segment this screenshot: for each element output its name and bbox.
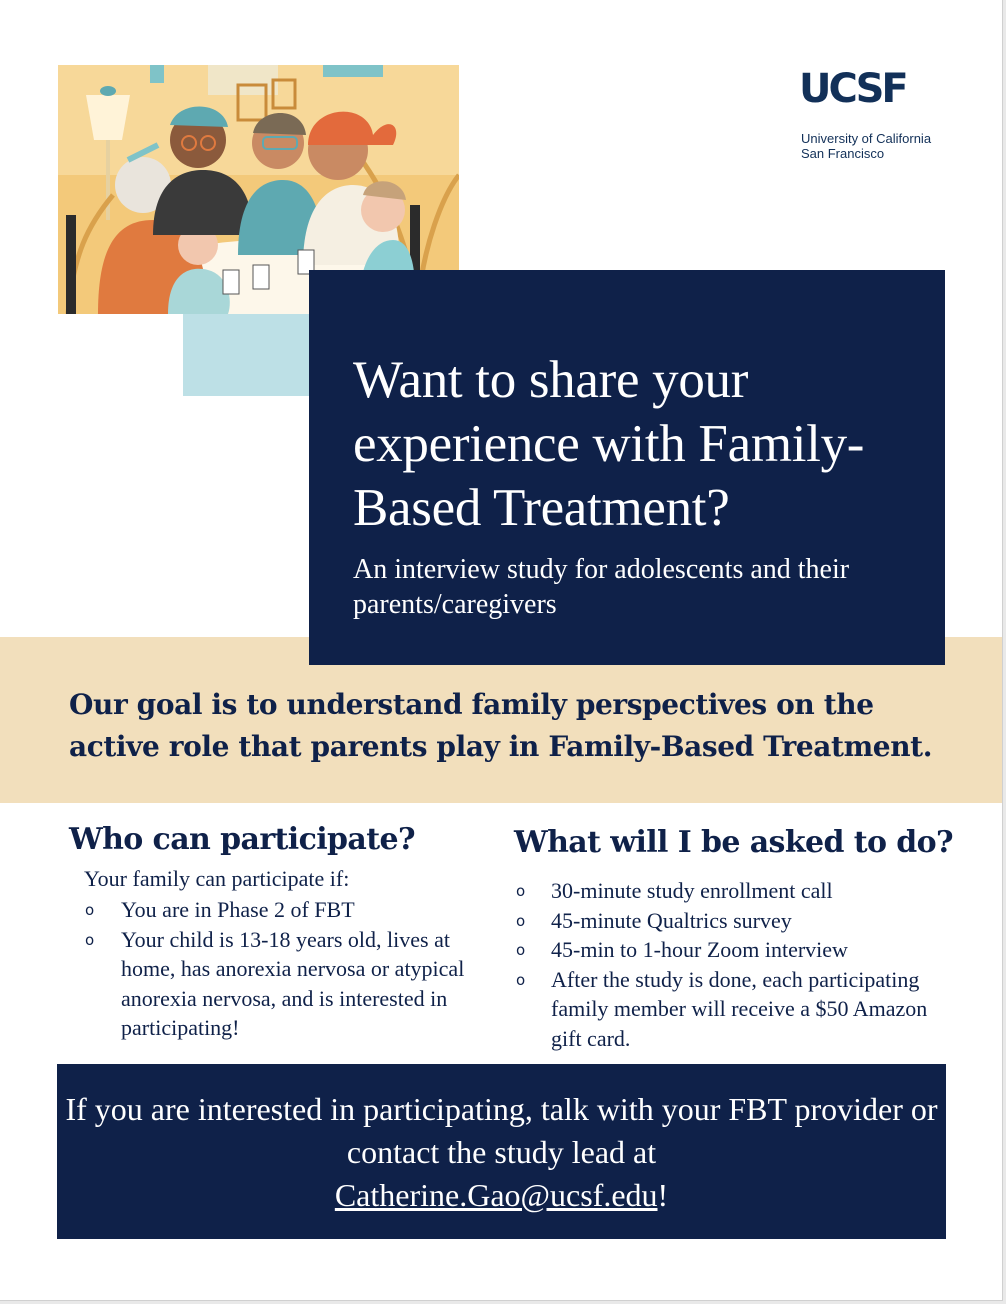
list-item-text: 45-minute Qualtrics survey	[551, 907, 792, 933]
contact-text: If you are interested in participating, talk with your FBT provider or contact the study lead at	[65, 1091, 938, 1170]
list-item-text: You are in Phase 2 of FBT	[121, 897, 355, 922]
list-item-text: 45-min to 1-hour Zoom interview	[551, 937, 848, 962]
list-item	[69, 895, 509, 925]
list-item	[69, 925, 509, 1043]
contact-suffix: !	[657, 1177, 669, 1213]
ucsf-wordmark	[799, 68, 919, 112]
who-intro: Your family can participate if:	[84, 866, 350, 891]
list-item-text: Your child is 13-18 years old, lives at home, has anorexia nervosa or atypical anorexia nervosa, and is interested in participating!	[121, 926, 465, 1040]
list-item	[514, 935, 944, 965]
ucsf-logo-text	[801, 131, 931, 161]
hero-title: Want to share your experience with Family-Based Treatment?	[353, 351, 865, 537]
ucsf-logo-line1: University of California	[801, 131, 932, 146]
who-can-participate-section	[69, 820, 509, 1043]
bullet-circle-icon: o	[516, 882, 526, 900]
decorative-teal-block	[183, 314, 310, 396]
bullet-circle-icon: o	[516, 941, 526, 959]
list-item-text: After the study is done, each participating family member will receive a $50 Amazon gift card.	[551, 966, 928, 1051]
list-item	[514, 965, 944, 1054]
ucsf-logo-line2: San Francisco	[801, 146, 885, 161]
bullet-circle-icon: o	[516, 911, 526, 930]
what-list	[514, 876, 944, 1053]
list-item	[514, 906, 944, 936]
contact-message	[57, 1064, 946, 1217]
bullet-circle-icon: o	[85, 901, 95, 919]
goal-statement: Our goal is to understand family perspectives on the active role that parents play in Family-Based Treatment.	[69, 688, 933, 763]
ucsf-wordmark-text: UCSF	[799, 68, 906, 112]
bullet-circle-icon: o	[516, 970, 526, 989]
bullet-circle-icon: o	[85, 930, 95, 949]
hero-box	[309, 270, 945, 665]
study-lead-email-link[interactable]: Catherine.Gao@ucsf.edu	[334, 1177, 658, 1213]
list-item-text: 30-minute study enrollment call	[551, 878, 833, 903]
what-heading: What will I be asked to do?	[514, 825, 953, 860]
what-will-i-do-section	[514, 823, 953, 1053]
hero-subtitle: An interview study for adolescents and their parents/caregivers	[353, 554, 850, 620]
contact-box	[57, 1064, 946, 1239]
list-item	[514, 876, 944, 906]
who-list	[69, 895, 509, 1043]
who-heading: Who can participate?	[69, 822, 415, 857]
